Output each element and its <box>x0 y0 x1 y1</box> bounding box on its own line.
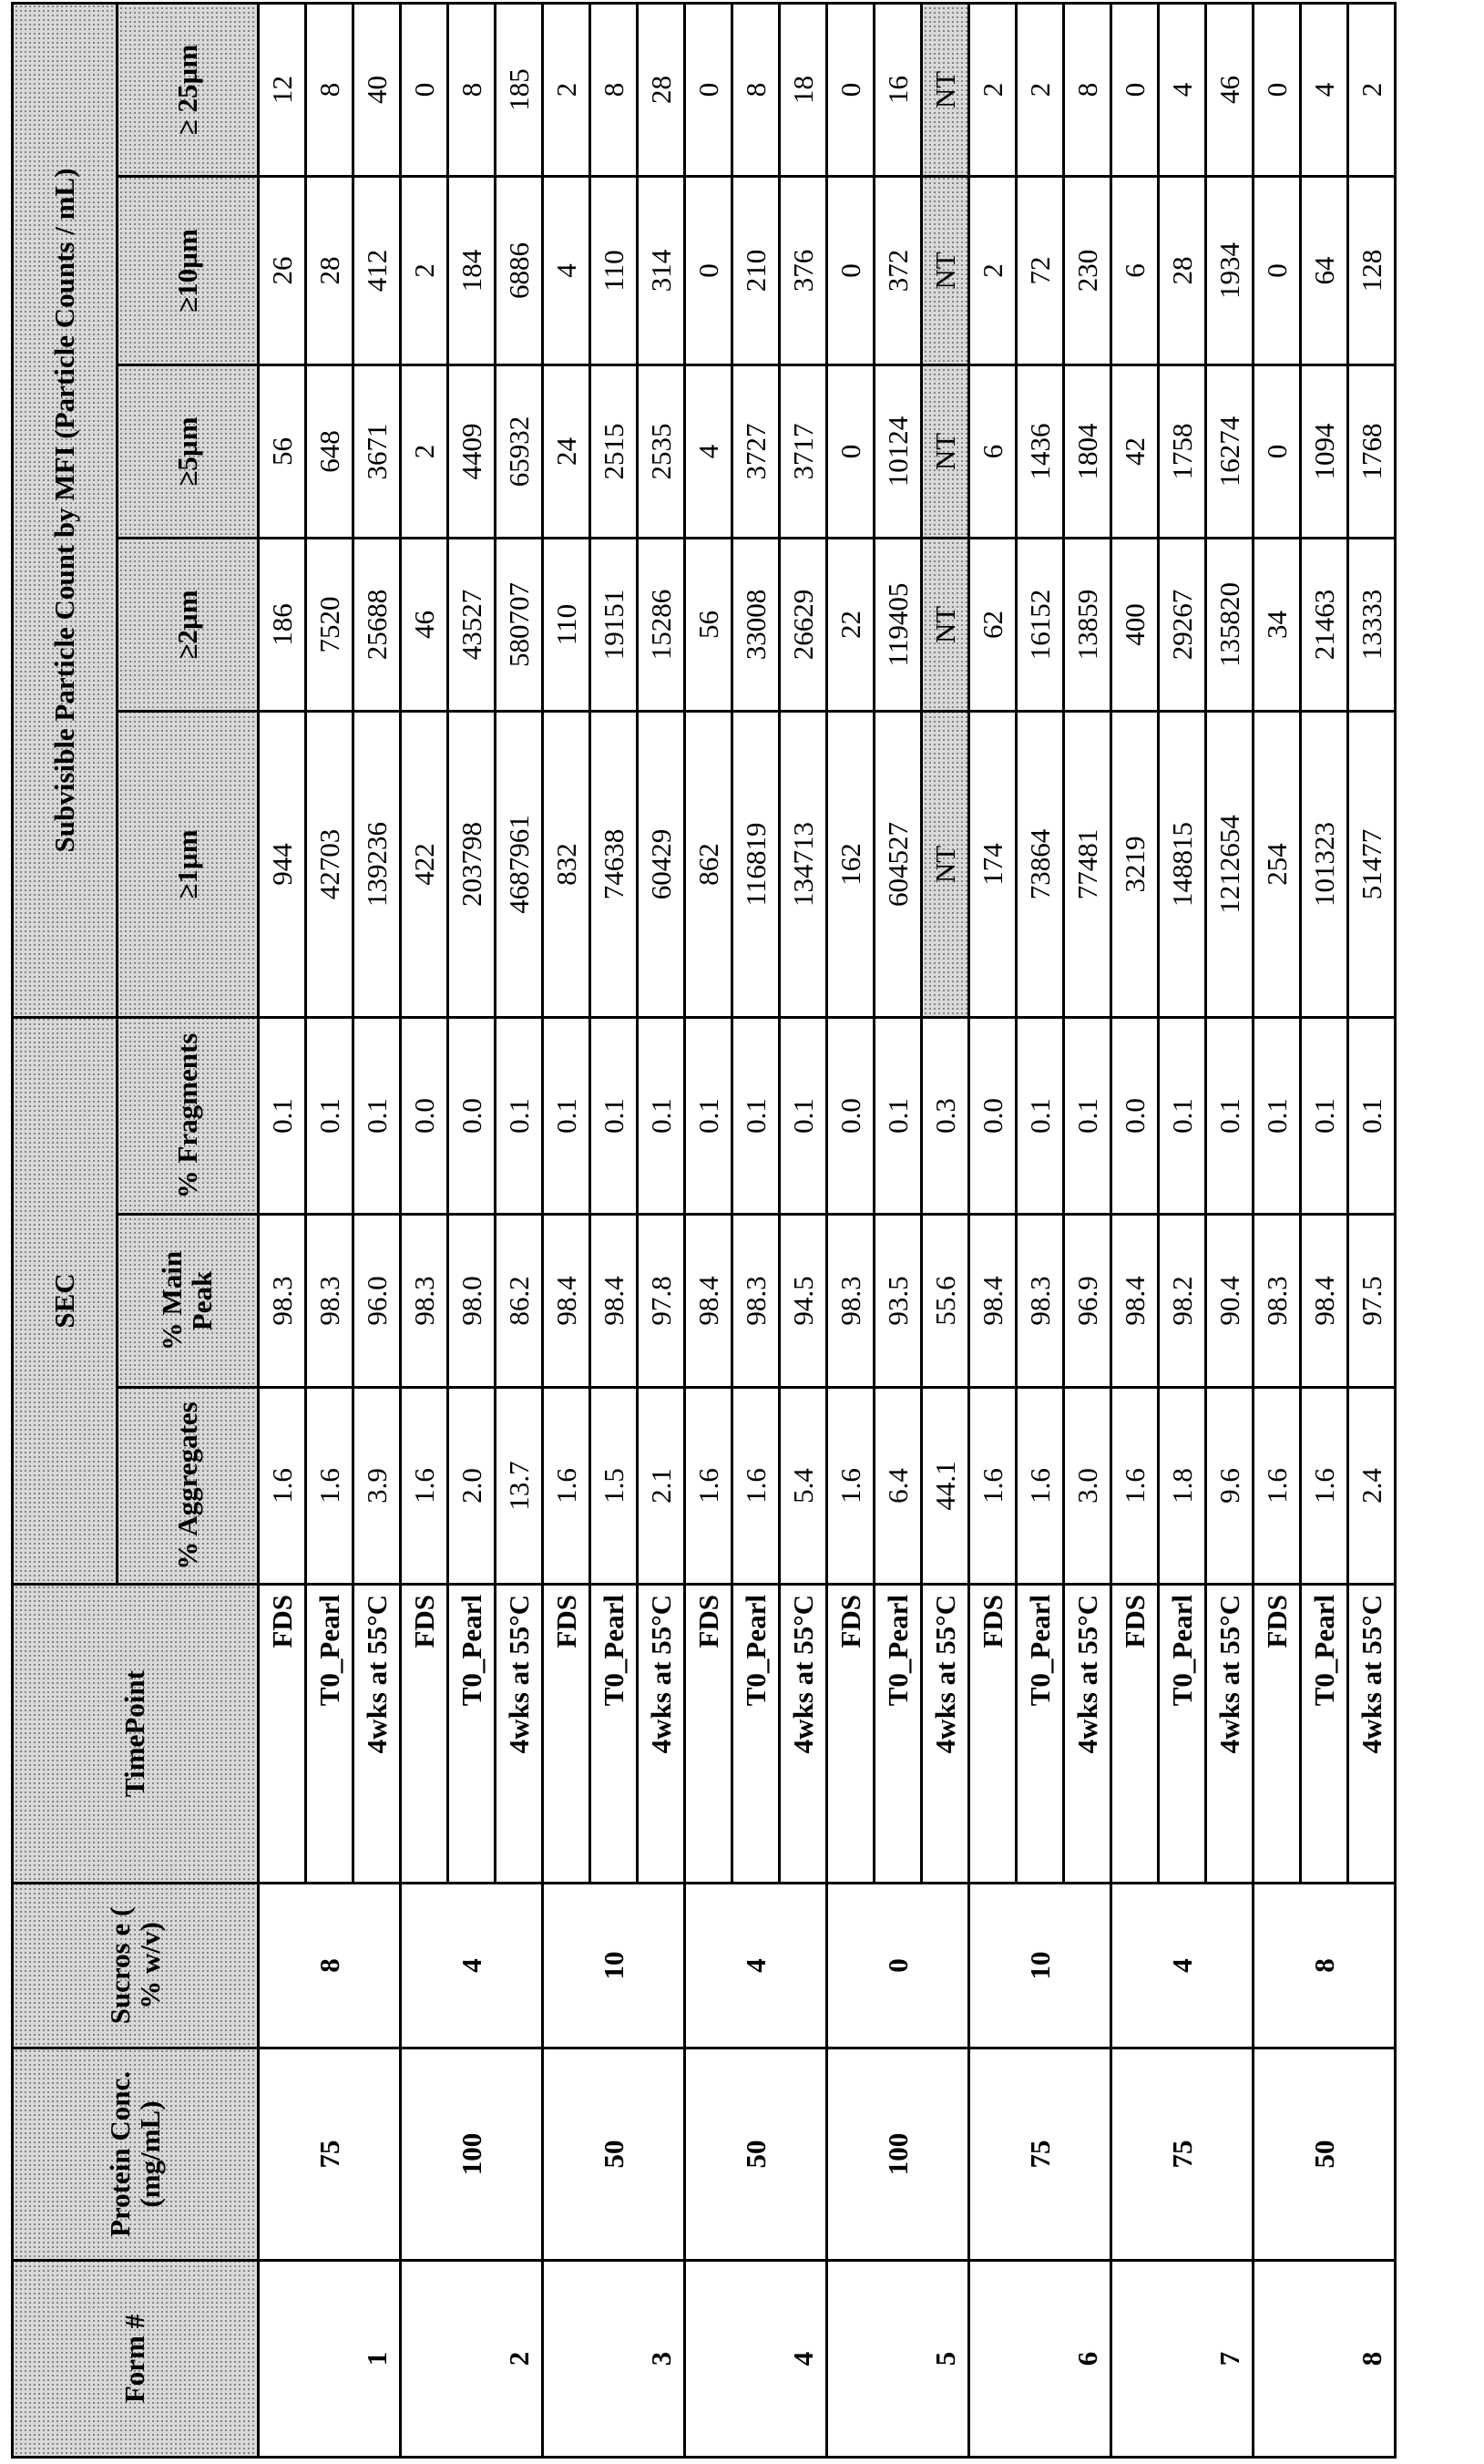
ge10um-cell: 184 <box>448 177 496 365</box>
table-row <box>827 4 875 2458</box>
fragments-cell: 0.1 <box>732 1018 780 1215</box>
ge25um-cell: 28 <box>638 4 685 177</box>
ge10um-cell: NT <box>922 177 969 365</box>
table-row <box>685 4 732 2458</box>
sucrose-cell: 4 <box>401 1884 543 2048</box>
main-peak-cell: 98.3 <box>1017 1215 1064 1388</box>
header-sucrose: Sucros e ( % w/v) <box>13 1884 259 2048</box>
timepoint-cell: 4wks at 55°C <box>780 1585 827 1884</box>
timepoint-cell: T0_Pearl <box>875 1585 922 1884</box>
ge2um-cell: 7520 <box>306 539 353 712</box>
ge1um-cell: 174 <box>969 712 1017 1018</box>
ge25um-cell: 0 <box>827 4 875 177</box>
main-peak-cell: 98.4 <box>543 1215 590 1388</box>
timepoint-cell: T0_Pearl <box>1301 1585 1348 1884</box>
ge5um-cell: 10124 <box>875 365 922 539</box>
timepoint-cell: 4wks at 55°C <box>638 1585 685 1884</box>
ge25um-cell: 8 <box>732 4 780 177</box>
ge25um-cell: 8 <box>306 4 353 177</box>
ge2um-cell: 13333 <box>1348 539 1396 712</box>
formulation-stability-table <box>11 2 1397 2459</box>
ge5um-cell: 1758 <box>1159 365 1206 539</box>
ge10um-cell: 72 <box>1017 177 1064 365</box>
ge2um-cell: 46 <box>401 539 448 712</box>
ge10um-cell: 230 <box>1064 177 1111 365</box>
ge5um-cell: 648 <box>306 365 353 539</box>
protein-conc-cell: 50 <box>1254 2048 1396 2261</box>
main-peak-cell: 55.6 <box>922 1215 969 1388</box>
main-peak-cell: 93.5 <box>875 1215 922 1388</box>
ge10um-cell: 0 <box>685 177 732 365</box>
ge5um-cell: 16274 <box>1206 365 1254 539</box>
ge2um-cell: 22 <box>827 539 875 712</box>
fragments-cell: 0.1 <box>685 1018 732 1215</box>
main-peak-cell: 98.3 <box>1254 1215 1301 1388</box>
aggregates-cell: 1.6 <box>1111 1388 1159 1585</box>
ge2um-cell: 25688 <box>353 539 401 712</box>
header-ge10um: ≥10µm <box>118 177 259 365</box>
ge2um-cell: 400 <box>1111 539 1159 712</box>
ge1um-cell: NT <box>922 712 969 1018</box>
fragments-cell: 0.0 <box>448 1018 496 1215</box>
ge1um-cell: 4687961 <box>496 712 543 1018</box>
ge10um-cell: 28 <box>306 177 353 365</box>
ge5um-cell: 4409 <box>448 365 496 539</box>
ge1um-cell: 1212654 <box>1206 712 1254 1018</box>
ge25um-cell: 18 <box>780 4 827 177</box>
main-peak-cell: 98.4 <box>1301 1215 1348 1388</box>
ge5um-cell: 1436 <box>1017 365 1064 539</box>
ge5um-cell: 2535 <box>638 365 685 539</box>
main-peak-cell: 97.5 <box>1348 1215 1396 1388</box>
ge5um-cell: 1768 <box>1348 365 1396 539</box>
ge2um-cell: 56 <box>685 539 732 712</box>
ge10um-cell: 1934 <box>1206 177 1254 365</box>
ge5um-cell: 24 <box>543 365 590 539</box>
ge5um-cell: 0 <box>827 365 875 539</box>
ge1um-cell: 832 <box>543 712 590 1018</box>
fragments-cell: 0.0 <box>401 1018 448 1215</box>
timepoint-cell: T0_Pearl <box>1017 1585 1064 1884</box>
ge5um-cell: 0 <box>1254 365 1301 539</box>
ge25um-cell: 8 <box>448 4 496 177</box>
ge5um-cell: 65932 <box>496 365 543 539</box>
timepoint-cell: 4wks at 55°C <box>496 1585 543 1884</box>
header-fragments: % Fragments <box>118 1018 259 1215</box>
ge25um-cell: 40 <box>353 4 401 177</box>
aggregates-cell: 1.6 <box>827 1388 875 1585</box>
timepoint-cell: 4wks at 55°C <box>353 1585 401 1884</box>
ge2um-cell: 16152 <box>1017 539 1064 712</box>
ge10um-cell: 110 <box>590 177 638 365</box>
sucrose-cell: 8 <box>259 1884 401 2048</box>
fragments-cell: 0.1 <box>638 1018 685 1215</box>
ge2um-cell: 135820 <box>1206 539 1254 712</box>
aggregates-cell: 1.6 <box>1017 1388 1064 1585</box>
protein-conc-cell: 75 <box>1111 2048 1254 2261</box>
ge25um-cell: 0 <box>401 4 448 177</box>
timepoint-cell: FDS <box>401 1585 448 1884</box>
fragments-cell: 0.1 <box>1301 1018 1348 1215</box>
fragments-cell: 0.1 <box>259 1018 306 1215</box>
ge25um-cell: 2 <box>969 4 1017 177</box>
table-row <box>543 4 590 2458</box>
table-row <box>969 4 1017 2458</box>
ge2um-cell: 43527 <box>448 539 496 712</box>
ge25um-cell: 2 <box>1348 4 1396 177</box>
ge1um-cell: 134713 <box>780 712 827 1018</box>
fragments-cell: 0.1 <box>875 1018 922 1215</box>
ge1um-cell: 162 <box>827 712 875 1018</box>
ge2um-cell: 119405 <box>875 539 922 712</box>
fragments-cell: 0.1 <box>780 1018 827 1215</box>
fragments-cell: 0.3 <box>922 1018 969 1215</box>
form-number-cell: 7 <box>1111 2261 1254 2458</box>
main-peak-cell: 98.3 <box>306 1215 353 1388</box>
ge10um-cell: 64 <box>1301 177 1348 365</box>
ge10um-cell: 6 <box>1111 177 1159 365</box>
main-peak-cell: 86.2 <box>496 1215 543 1388</box>
aggregates-cell: 2.4 <box>1348 1388 1396 1585</box>
ge1um-cell: 73864 <box>1017 712 1064 1018</box>
ge1um-cell: 422 <box>401 712 448 1018</box>
main-peak-cell: 97.8 <box>638 1215 685 1388</box>
ge1um-cell: 944 <box>259 712 306 1018</box>
timepoint-cell: FDS <box>969 1585 1017 1884</box>
header-sec: SEC <box>13 1018 118 1585</box>
ge25um-cell: 16 <box>875 4 922 177</box>
main-peak-cell: 98.3 <box>401 1215 448 1388</box>
sucrose-cell: 4 <box>1111 1884 1254 2048</box>
timepoint-cell: FDS <box>1111 1585 1159 1884</box>
aggregates-cell: 2.0 <box>448 1388 496 1585</box>
aggregates-cell: 44.1 <box>922 1388 969 1585</box>
aggregates-cell: 1.8 <box>1159 1388 1206 1585</box>
main-peak-cell: 96.0 <box>353 1215 401 1388</box>
ge10um-cell: 376 <box>780 177 827 365</box>
main-peak-cell: 98.4 <box>590 1215 638 1388</box>
header-ge25um: ≥ 25µm <box>118 4 259 177</box>
timepoint-cell: T0_Pearl <box>448 1585 496 1884</box>
fragments-cell: 0.1 <box>590 1018 638 1215</box>
header-mfi: Subvisible Particle Count by MFI (Particle Counts / mL) <box>13 4 118 1018</box>
timepoint-cell: T0_Pearl <box>306 1585 353 1884</box>
timepoint-cell: FDS <box>1254 1585 1301 1884</box>
ge5um-cell: NT <box>922 365 969 539</box>
ge2um-cell: 13859 <box>1064 539 1111 712</box>
main-peak-cell: 98.3 <box>732 1215 780 1388</box>
ge5um-cell: 2 <box>401 365 448 539</box>
header-form: Form # <box>13 2261 259 2458</box>
header-ge5um: ≥5µm <box>118 365 259 539</box>
aggregates-cell: 1.6 <box>259 1388 306 1585</box>
sucrose-cell: 10 <box>969 1884 1111 2048</box>
ge1um-cell: 203798 <box>448 712 496 1018</box>
ge5um-cell: 42 <box>1111 365 1159 539</box>
fragments-cell: 0.1 <box>1348 1018 1396 1215</box>
header-aggregates: % Aggregates <box>118 1388 259 1585</box>
ge25um-cell: NT <box>922 4 969 177</box>
timepoint-cell: 4wks at 55°C <box>1064 1585 1111 1884</box>
ge2um-cell: 15286 <box>638 539 685 712</box>
ge10um-cell: 2 <box>401 177 448 365</box>
form-number-cell: 8 <box>1254 2261 1396 2458</box>
table-row <box>1254 4 1301 2458</box>
main-peak-cell: 98.2 <box>1159 1215 1206 1388</box>
aggregates-cell: 9.6 <box>1206 1388 1254 1585</box>
ge5um-cell: 3727 <box>732 365 780 539</box>
ge1um-cell: 60429 <box>638 712 685 1018</box>
fragments-cell: 0.1 <box>1254 1018 1301 1215</box>
table-body <box>259 4 1396 2458</box>
ge5um-cell: 1804 <box>1064 365 1111 539</box>
main-peak-cell: 98.4 <box>685 1215 732 1388</box>
header-ge2um: ≥2µm <box>118 539 259 712</box>
ge10um-cell: 4 <box>543 177 590 365</box>
ge25um-cell: 8 <box>1064 4 1111 177</box>
fragments-cell: 0.0 <box>969 1018 1017 1215</box>
aggregates-cell: 2.1 <box>638 1388 685 1585</box>
ge25um-cell: 2 <box>543 4 590 177</box>
main-peak-cell: 96.9 <box>1064 1215 1111 1388</box>
aggregates-cell: 5.4 <box>780 1388 827 1585</box>
timepoint-cell: FDS <box>685 1585 732 1884</box>
ge10um-cell: 6886 <box>496 177 543 365</box>
ge25um-cell: 0 <box>685 4 732 177</box>
fragments-cell: 0.1 <box>1064 1018 1111 1215</box>
table-row <box>259 4 306 2458</box>
ge10um-cell: 128 <box>1348 177 1396 365</box>
protein-conc-cell: 50 <box>685 2048 827 2261</box>
ge2um-cell: NT <box>922 539 969 712</box>
ge1um-cell: 42703 <box>306 712 353 1018</box>
protein-conc-cell: 100 <box>827 2048 969 2261</box>
sucrose-cell: 10 <box>543 1884 685 2048</box>
aggregates-cell: 1.6 <box>685 1388 732 1585</box>
ge2um-cell: 26629 <box>780 539 827 712</box>
ge25um-cell: 12 <box>259 4 306 177</box>
aggregates-cell: 1.6 <box>1301 1388 1348 1585</box>
ge25um-cell: 4 <box>1159 4 1206 177</box>
form-number-cell: 6 <box>969 2261 1111 2458</box>
timepoint-cell: FDS <box>543 1585 590 1884</box>
fragments-cell: 0.1 <box>1159 1018 1206 1215</box>
rotated-table-page <box>0 0 1484 2464</box>
timepoint-cell: T0_Pearl <box>590 1585 638 1884</box>
fragments-cell: 0.1 <box>543 1018 590 1215</box>
ge1um-cell: 51477 <box>1348 712 1396 1018</box>
fragments-cell: 0.0 <box>1111 1018 1159 1215</box>
ge2um-cell: 19151 <box>590 539 638 712</box>
ge10um-cell: 28 <box>1159 177 1206 365</box>
protein-conc-cell: 50 <box>543 2048 685 2261</box>
aggregates-cell: 1.6 <box>306 1388 353 1585</box>
ge1um-cell: 116819 <box>732 712 780 1018</box>
aggregates-cell: 3.0 <box>1064 1388 1111 1585</box>
timepoint-cell: T0_Pearl <box>1159 1585 1206 1884</box>
ge5um-cell: 3717 <box>780 365 827 539</box>
protein-conc-cell: 75 <box>969 2048 1111 2261</box>
ge10um-cell: 26 <box>259 177 306 365</box>
ge25um-cell: 46 <box>1206 4 1254 177</box>
ge5um-cell: 6 <box>969 365 1017 539</box>
table-row <box>1111 4 1159 2458</box>
ge5um-cell: 2515 <box>590 365 638 539</box>
fragments-cell: 0.1 <box>1206 1018 1254 1215</box>
aggregates-cell: 1.6 <box>543 1388 590 1585</box>
ge1um-cell: 862 <box>685 712 732 1018</box>
timepoint-cell: FDS <box>259 1585 306 1884</box>
ge25um-cell: 0 <box>1111 4 1159 177</box>
aggregates-cell: 1.6 <box>401 1388 448 1585</box>
ge1um-cell: 254 <box>1254 712 1301 1018</box>
aggregates-cell: 1.6 <box>969 1388 1017 1585</box>
form-number-cell: 2 <box>401 2261 543 2458</box>
ge1um-cell: 74638 <box>590 712 638 1018</box>
protein-conc-cell: 75 <box>259 2048 401 2261</box>
ge1um-cell: 3219 <box>1111 712 1159 1018</box>
fragments-cell: 0.1 <box>1017 1018 1064 1215</box>
ge2um-cell: 580707 <box>496 539 543 712</box>
aggregates-cell: 1.6 <box>1254 1388 1301 1585</box>
sucrose-cell: 4 <box>685 1884 827 2048</box>
fragments-cell: 0.1 <box>306 1018 353 1215</box>
main-peak-cell: 90.4 <box>1206 1215 1254 1388</box>
form-number-cell: 3 <box>543 2261 685 2458</box>
ge10um-cell: 412 <box>353 177 401 365</box>
aggregates-cell: 1.5 <box>590 1388 638 1585</box>
ge2um-cell: 33008 <box>732 539 780 712</box>
ge25um-cell: 2 <box>1017 4 1064 177</box>
ge1um-cell: 148815 <box>1159 712 1206 1018</box>
main-peak-cell: 98.4 <box>1111 1215 1159 1388</box>
ge10um-cell: 314 <box>638 177 685 365</box>
sucrose-cell: 8 <box>1254 1884 1396 2048</box>
aggregates-cell: 13.7 <box>496 1388 543 1585</box>
ge25um-cell: 185 <box>496 4 543 177</box>
sucrose-cell: 0 <box>827 1884 969 2048</box>
ge1um-cell: 77481 <box>1064 712 1111 1018</box>
form-number-cell: 4 <box>685 2261 827 2458</box>
timepoint-cell: 4wks at 55°C <box>1348 1585 1396 1884</box>
main-peak-cell: 98.3 <box>827 1215 875 1388</box>
ge5um-cell: 4 <box>685 365 732 539</box>
timepoint-cell: T0_Pearl <box>732 1585 780 1884</box>
ge10um-cell: 210 <box>732 177 780 365</box>
ge2um-cell: 29267 <box>1159 539 1206 712</box>
header-protein-conc: Protein Conc. (mg/mL) <box>13 2048 259 2261</box>
ge1um-cell: 101323 <box>1301 712 1348 1018</box>
ge10um-cell: 372 <box>875 177 922 365</box>
ge25um-cell: 8 <box>590 4 638 177</box>
ge5um-cell: 56 <box>259 365 306 539</box>
ge25um-cell: 4 <box>1301 4 1348 177</box>
ge25um-cell: 0 <box>1254 4 1301 177</box>
ge10um-cell: 0 <box>827 177 875 365</box>
form-number-cell: 1 <box>259 2261 401 2458</box>
header-ge1um: ≥1µm <box>118 712 259 1018</box>
ge10um-cell: 2 <box>969 177 1017 365</box>
ge2um-cell: 186 <box>259 539 306 712</box>
timepoint-cell: 4wks at 55°C <box>922 1585 969 1884</box>
main-peak-cell: 94.5 <box>780 1215 827 1388</box>
main-peak-cell: 98.3 <box>259 1215 306 1388</box>
main-peak-cell: 98.0 <box>448 1215 496 1388</box>
header-main-peak: % Main Peak <box>118 1215 259 1388</box>
protein-conc-cell: 100 <box>401 2048 543 2261</box>
ge5um-cell: 1094 <box>1301 365 1348 539</box>
fragments-cell: 0.1 <box>353 1018 401 1215</box>
header-timepoint: TimePoint <box>13 1585 259 1884</box>
ge2um-cell: 62 <box>969 539 1017 712</box>
ge10um-cell: 0 <box>1254 177 1301 365</box>
main-peak-cell: 98.4 <box>969 1215 1017 1388</box>
fragments-cell: 0.1 <box>496 1018 543 1215</box>
aggregates-cell: 3.9 <box>353 1388 401 1585</box>
fragments-cell: 0.0 <box>827 1018 875 1215</box>
ge1um-cell: 139236 <box>353 712 401 1018</box>
timepoint-cell: FDS <box>827 1585 875 1884</box>
form-number-cell: 5 <box>827 2261 969 2458</box>
aggregates-cell: 6.4 <box>875 1388 922 1585</box>
ge1um-cell: 604527 <box>875 712 922 1018</box>
ge2um-cell: 34 <box>1254 539 1301 712</box>
aggregates-cell: 1.6 <box>732 1388 780 1585</box>
ge2um-cell: 21463 <box>1301 539 1348 712</box>
ge2um-cell: 110 <box>543 539 590 712</box>
table-row <box>401 4 448 2458</box>
timepoint-cell: 4wks at 55°C <box>1206 1585 1254 1884</box>
ge5um-cell: 3671 <box>353 365 401 539</box>
